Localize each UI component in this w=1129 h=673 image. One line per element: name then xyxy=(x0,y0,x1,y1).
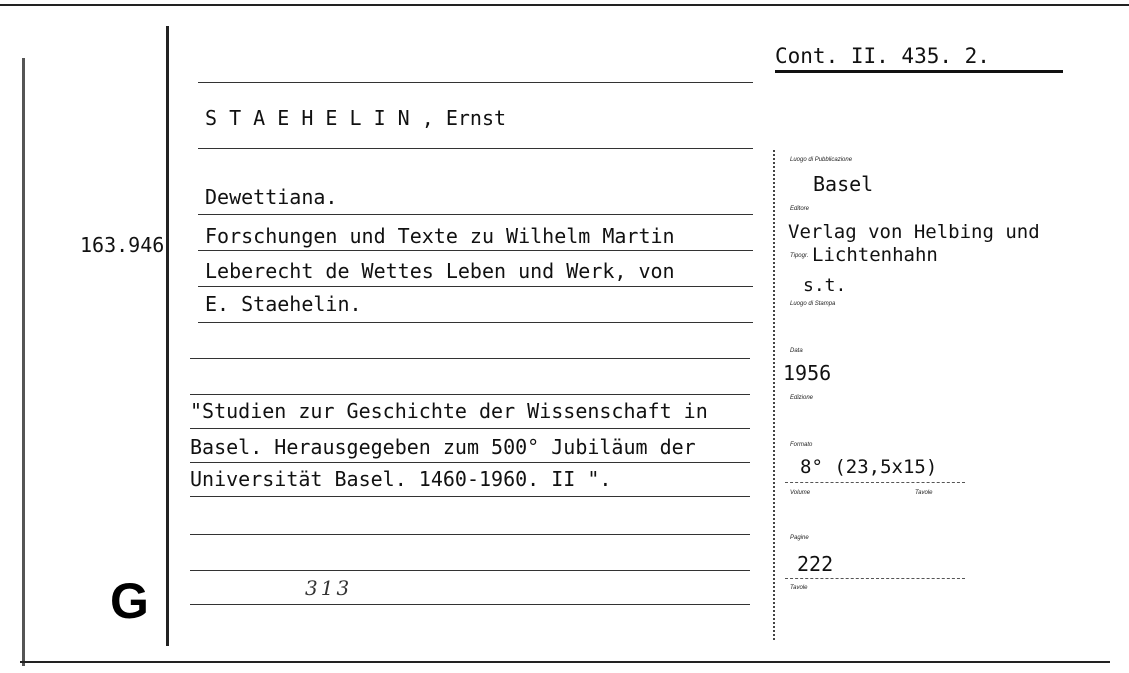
publisher-line-2: Lichtenhahn xyxy=(812,244,938,266)
printer-label: Tipogr. xyxy=(790,253,809,259)
rule-13 xyxy=(190,570,750,571)
tables-label: Tavole xyxy=(790,585,808,591)
rule-3 xyxy=(198,214,753,215)
rule-12 xyxy=(190,534,750,535)
rule-1 xyxy=(198,82,753,83)
margin-rule xyxy=(166,26,169,646)
rule-8 xyxy=(190,394,750,395)
series-line-2: Basel. Herausgegeben zum 500° Jubiläum der xyxy=(190,435,696,459)
rule-2 xyxy=(198,148,753,149)
series-line-3: Universität Basel. 1460-1960. II ". xyxy=(190,467,612,491)
edition-label: Edizione xyxy=(790,395,814,401)
title-line-3: Leberecht de Wettes Leben und Werk, von xyxy=(205,259,675,283)
title-line-4: E. Staehelin. xyxy=(205,292,362,316)
author-heading: S T A E H E L I N , Ernst xyxy=(205,106,507,130)
printer-value: s.t. xyxy=(803,275,847,296)
plates-label: Tavole xyxy=(915,490,933,496)
card-left-edge xyxy=(22,58,25,666)
title-line-2: Forschungen und Texte zu Wilhelm Martin xyxy=(205,224,675,248)
card-bottom-border xyxy=(20,661,1110,663)
pages-underline xyxy=(785,578,965,580)
rule-6 xyxy=(198,322,753,323)
rule-10 xyxy=(190,462,750,463)
place-value: Basel xyxy=(813,172,874,196)
handwritten-note: 313 xyxy=(305,576,353,600)
rule-7 xyxy=(190,358,750,359)
format-underline xyxy=(785,482,965,484)
catalog-letter: G xyxy=(110,573,149,629)
format-label: Formato xyxy=(790,442,813,448)
place-label: Luogo di Pubblicazione xyxy=(790,157,853,163)
publisher-label: Editore xyxy=(790,206,810,212)
shelfmark: Cont. II. 435. 2. xyxy=(775,44,990,68)
pages-label: Pagine xyxy=(790,535,809,541)
rule-4 xyxy=(198,250,753,251)
rule-9 xyxy=(190,428,750,429)
fields-column-rule xyxy=(773,150,775,640)
publisher-line-1: Verlag von Helbing und xyxy=(788,221,1040,243)
volume-label: Volume xyxy=(790,490,811,496)
date-label: Data xyxy=(790,348,803,354)
rule-11 xyxy=(190,496,750,497)
title-line-1: Dewettiana. xyxy=(205,185,338,209)
shelfmark-underline xyxy=(775,70,1063,73)
card-top-border xyxy=(0,4,1129,6)
print-place-label: Luogo di Stampa xyxy=(790,301,836,307)
rule-5 xyxy=(198,286,753,287)
format-value: 8° (23,5x15) xyxy=(800,456,938,478)
date-value: 1956 xyxy=(783,361,832,385)
series-line-1: "Studien zur Geschichte der Wissenschaft in xyxy=(190,399,708,423)
pages-value: 222 xyxy=(797,552,834,576)
call-number: 163.946 xyxy=(80,233,165,257)
rule-14 xyxy=(190,604,750,605)
